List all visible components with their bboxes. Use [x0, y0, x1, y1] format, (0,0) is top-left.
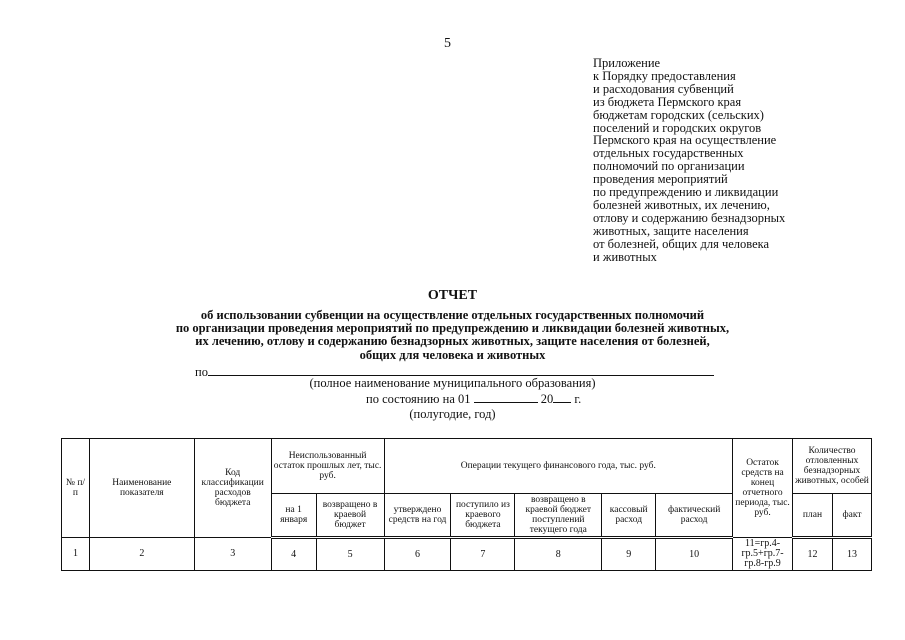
column-number-cell: 9	[602, 538, 656, 571]
column-number-cell: 7	[451, 538, 515, 571]
appendix-block	[593, 57, 893, 264]
column-number-cell: 13	[832, 538, 871, 571]
period-caption: (полугодие, год)	[409, 407, 496, 421]
as-of-suffix: г.	[574, 392, 582, 406]
header-count-group: Количество отловленных безнадзорных животных, особей	[793, 439, 872, 494]
header-code: Код классификации расходов бюджета	[194, 439, 271, 538]
appendix-line: полномочий по организации	[593, 159, 745, 174]
appendix-line: отлову и содержанию безнадзорных	[593, 210, 786, 225]
appendix-line: по предупреждению и ликвидации	[593, 185, 779, 200]
as-of-month-blank	[474, 392, 538, 403]
appendix-line: и животных	[593, 249, 657, 264]
subtitle-line: общих для человека и животных	[359, 347, 546, 362]
header-name: Наименование показателя	[89, 439, 194, 538]
subtitle-line: их лечению, отлову и содержанию безнадзорных животных, защите населения от болезней,	[195, 334, 710, 349]
appendix-line: из бюджета Пермского края	[593, 94, 742, 109]
appendix-line: болезней животных, их лечению,	[593, 197, 770, 212]
as-of-year-prefix: 20	[540, 392, 554, 406]
column-number-cell: 11=гр.4-гр.5+гр.7-гр.8-гр.9	[733, 538, 793, 571]
header-ops-group: Операции текущего финансового года, тыс. руб.	[384, 439, 733, 494]
appendix-line: отдельных государственных	[593, 146, 744, 161]
as-of-year-blank	[553, 392, 571, 403]
column-number-cell: 1	[62, 538, 90, 571]
page-number: 5	[444, 36, 451, 51]
report-title: ОТЧЕТ	[427, 288, 478, 303]
as-of-line	[366, 392, 581, 407]
header-ops-approved: утверждено средств на год	[384, 494, 451, 538]
subtitle-line: по организации проведения мероприятий по предупреждению и ликвидации болезней животных,	[175, 321, 730, 336]
subtitle-line: об использовании субвенции на осуществление отдельных государственных полномочий	[200, 308, 705, 322]
header-ops-received: поступило из краевого бюджета	[451, 494, 515, 538]
column-number-cell: 5	[316, 538, 384, 571]
header-unused-returned: возвращено в краевой бюджет	[316, 494, 384, 538]
header-count-fact: факт	[832, 494, 871, 538]
municipality-caption: (полное наименование муниципального образования)	[309, 376, 596, 390]
column-number-row	[62, 538, 872, 571]
header-unused-jan1: на 1 января	[271, 494, 316, 538]
appendix-line: Приложение	[593, 56, 661, 70]
appendix-line: Пермского края на осуществление	[593, 133, 777, 148]
report-table	[61, 438, 872, 571]
appendix-line: от болезней, общих для человека	[593, 236, 770, 251]
header-num: № п/п	[62, 439, 90, 538]
appendix-line: животных, защите населения	[593, 223, 749, 238]
header-balance: Остаток средств на конец отчетного периода, тыс. руб.	[733, 439, 793, 538]
as-of-prefix: по состоянию на 01	[366, 392, 471, 406]
appendix-line: и расходования субвенций	[593, 81, 734, 96]
header-ops-cash: кассовый расход	[602, 494, 656, 538]
column-number-cell: 12	[793, 538, 833, 571]
header-unused-group: Неиспользованный остаток прошлых лет, тыс. руб.	[271, 439, 384, 494]
appendix-line: бюджетам городских (сельских)	[593, 107, 764, 122]
column-number-cell: 6	[384, 538, 451, 571]
po-label: по	[195, 365, 208, 379]
appendix-line: к Порядку предоставления	[593, 68, 736, 83]
municipality-blank	[208, 365, 714, 376]
column-number-cell: 10	[656, 538, 733, 571]
column-number-cell: 4	[271, 538, 316, 571]
appendix-line: проведения мероприятий	[593, 172, 728, 187]
header-ops-actual: фактический расход	[656, 494, 733, 538]
header-ops-returned: возвращено в краевой бюджет поступлений текущего года	[515, 494, 602, 538]
column-number-cell: 3	[194, 538, 271, 571]
column-number-cell: 8	[515, 538, 602, 571]
report-subtitle	[100, 309, 805, 362]
column-number-cell: 2	[89, 538, 194, 571]
appendix-line: поселений и городских округов	[593, 120, 762, 135]
header-count-plan: план	[793, 494, 833, 538]
